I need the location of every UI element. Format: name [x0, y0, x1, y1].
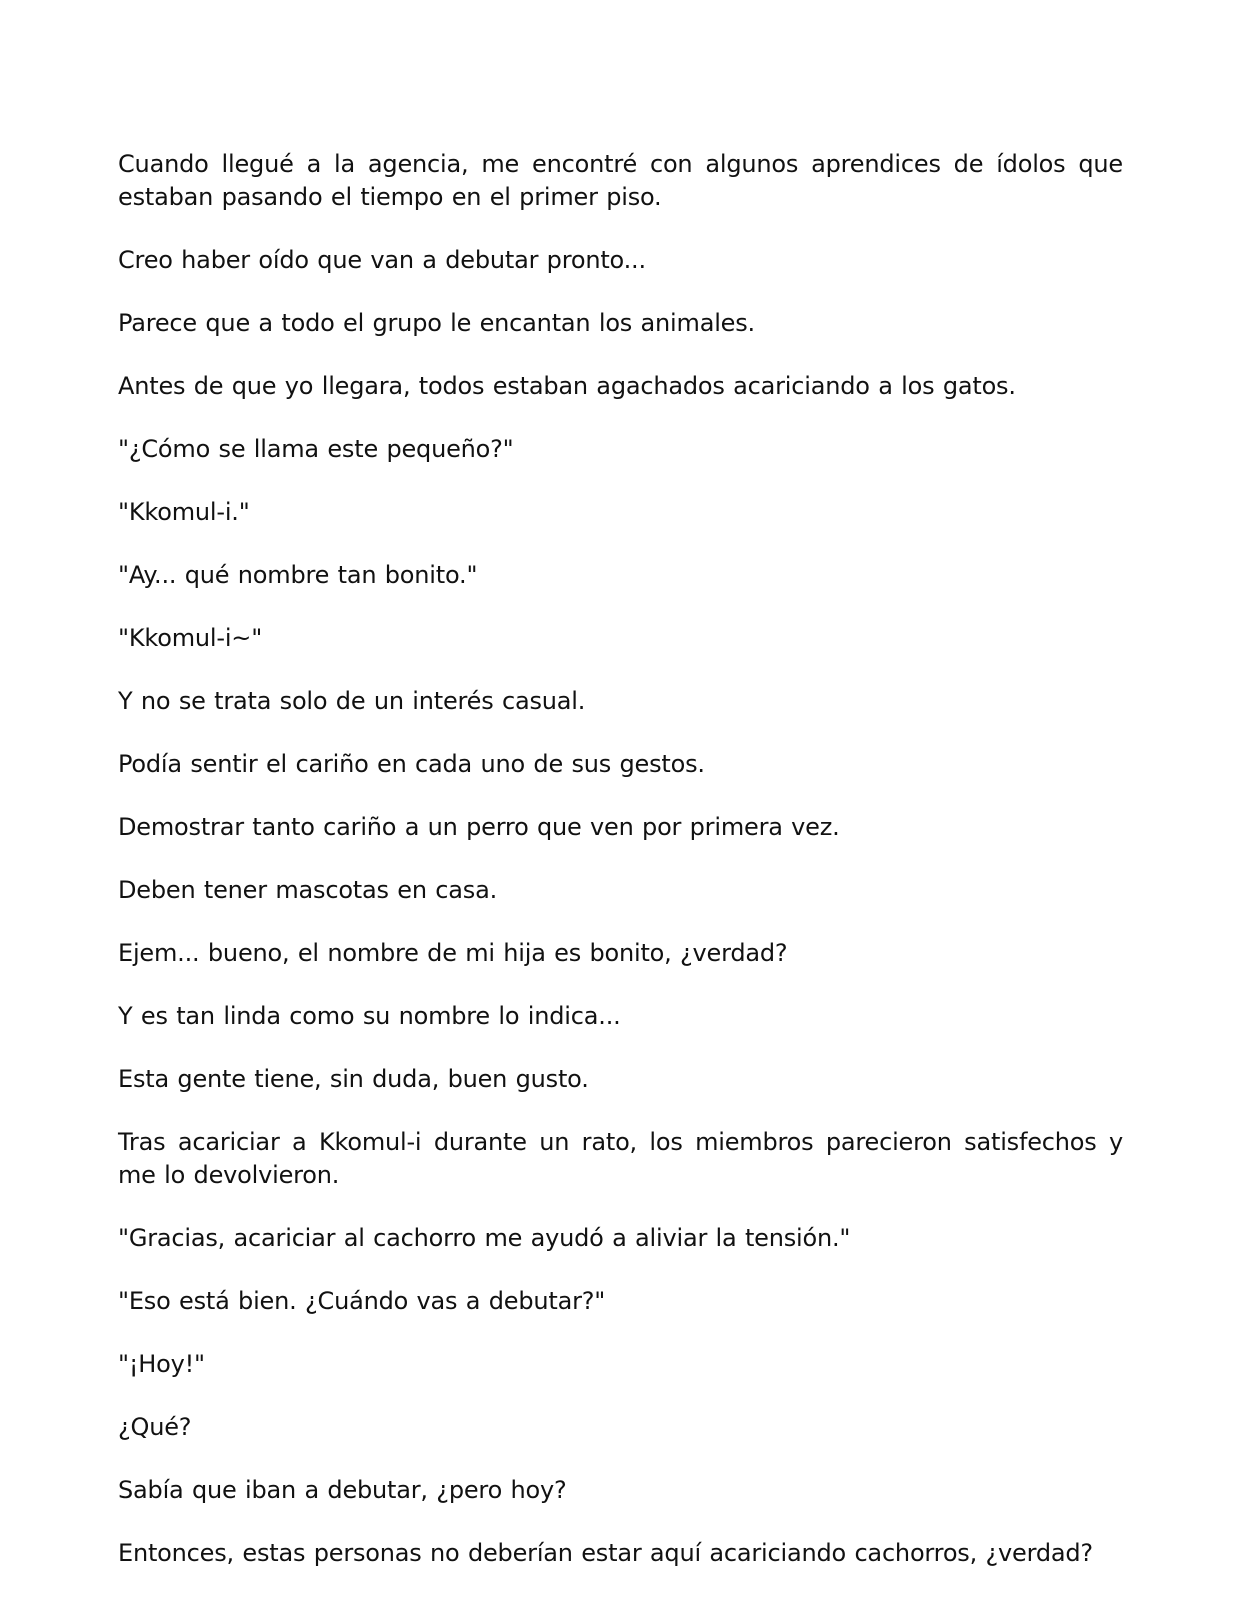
- paragraph: "Kkomul-i.": [118, 498, 250, 526]
- paragraph: Parece que a todo el grupo le encantan los animales.: [118, 309, 755, 337]
- paragraph: Y no se trata solo de un interés casual.: [118, 687, 586, 715]
- paragraph: Ejem... bueno, el nombre de mi hija es bonito, ¿verdad?: [118, 939, 788, 967]
- paragraph: "¿Cómo se llama este pequeño?": [118, 435, 514, 463]
- paragraph: "Kkomul-i~": [118, 624, 263, 652]
- paragraph: Antes de que yo llegara, todos estaban agachados acariciando a los gatos.: [118, 372, 1016, 400]
- paragraph: "Ay... qué nombre tan bonito.": [118, 561, 478, 589]
- paragraph: Podía sentir el cariño en cada uno de sus gestos.: [118, 750, 705, 778]
- body-text: [118, 148, 1123, 1600]
- paragraph: Demostrar tanto cariño a un perro que ven por primera vez.: [118, 813, 840, 841]
- paragraph: Esta gente tiene, sin duda, buen gusto.: [118, 1065, 589, 1093]
- paragraph: Y es tan linda como su nombre lo indica...: [118, 1002, 621, 1030]
- paragraph: "¡Hoy!": [118, 1350, 205, 1378]
- paragraph: Sabía que iban a debutar, ¿pero hoy?: [118, 1476, 567, 1504]
- paragraph: Tras acariciar a Kkomul-i durante un rato, los miembros parecieron satisfechos y me lo devolvieron.: [118, 1128, 1123, 1189]
- paragraph: "Gracias, acariciar al cachorro me ayudó a aliviar la tensión.": [118, 1224, 851, 1252]
- paragraph: ¿Qué?: [118, 1413, 192, 1441]
- paragraph: Cuando llegué a la agencia, me encontré con algunos aprendices de ídolos que estaban pasando el tiempo en el primer piso.: [118, 150, 1123, 211]
- paragraph: "Eso está bien. ¿Cuándo vas a debutar?": [118, 1287, 606, 1315]
- paragraph: Entonces, estas personas no deberían estar aquí acariciando cachorros, ¿verdad?: [118, 1539, 1093, 1567]
- paragraph: Deben tener mascotas en casa.: [118, 876, 498, 904]
- paragraph: Creo haber oído que van a debutar pronto...: [118, 246, 646, 274]
